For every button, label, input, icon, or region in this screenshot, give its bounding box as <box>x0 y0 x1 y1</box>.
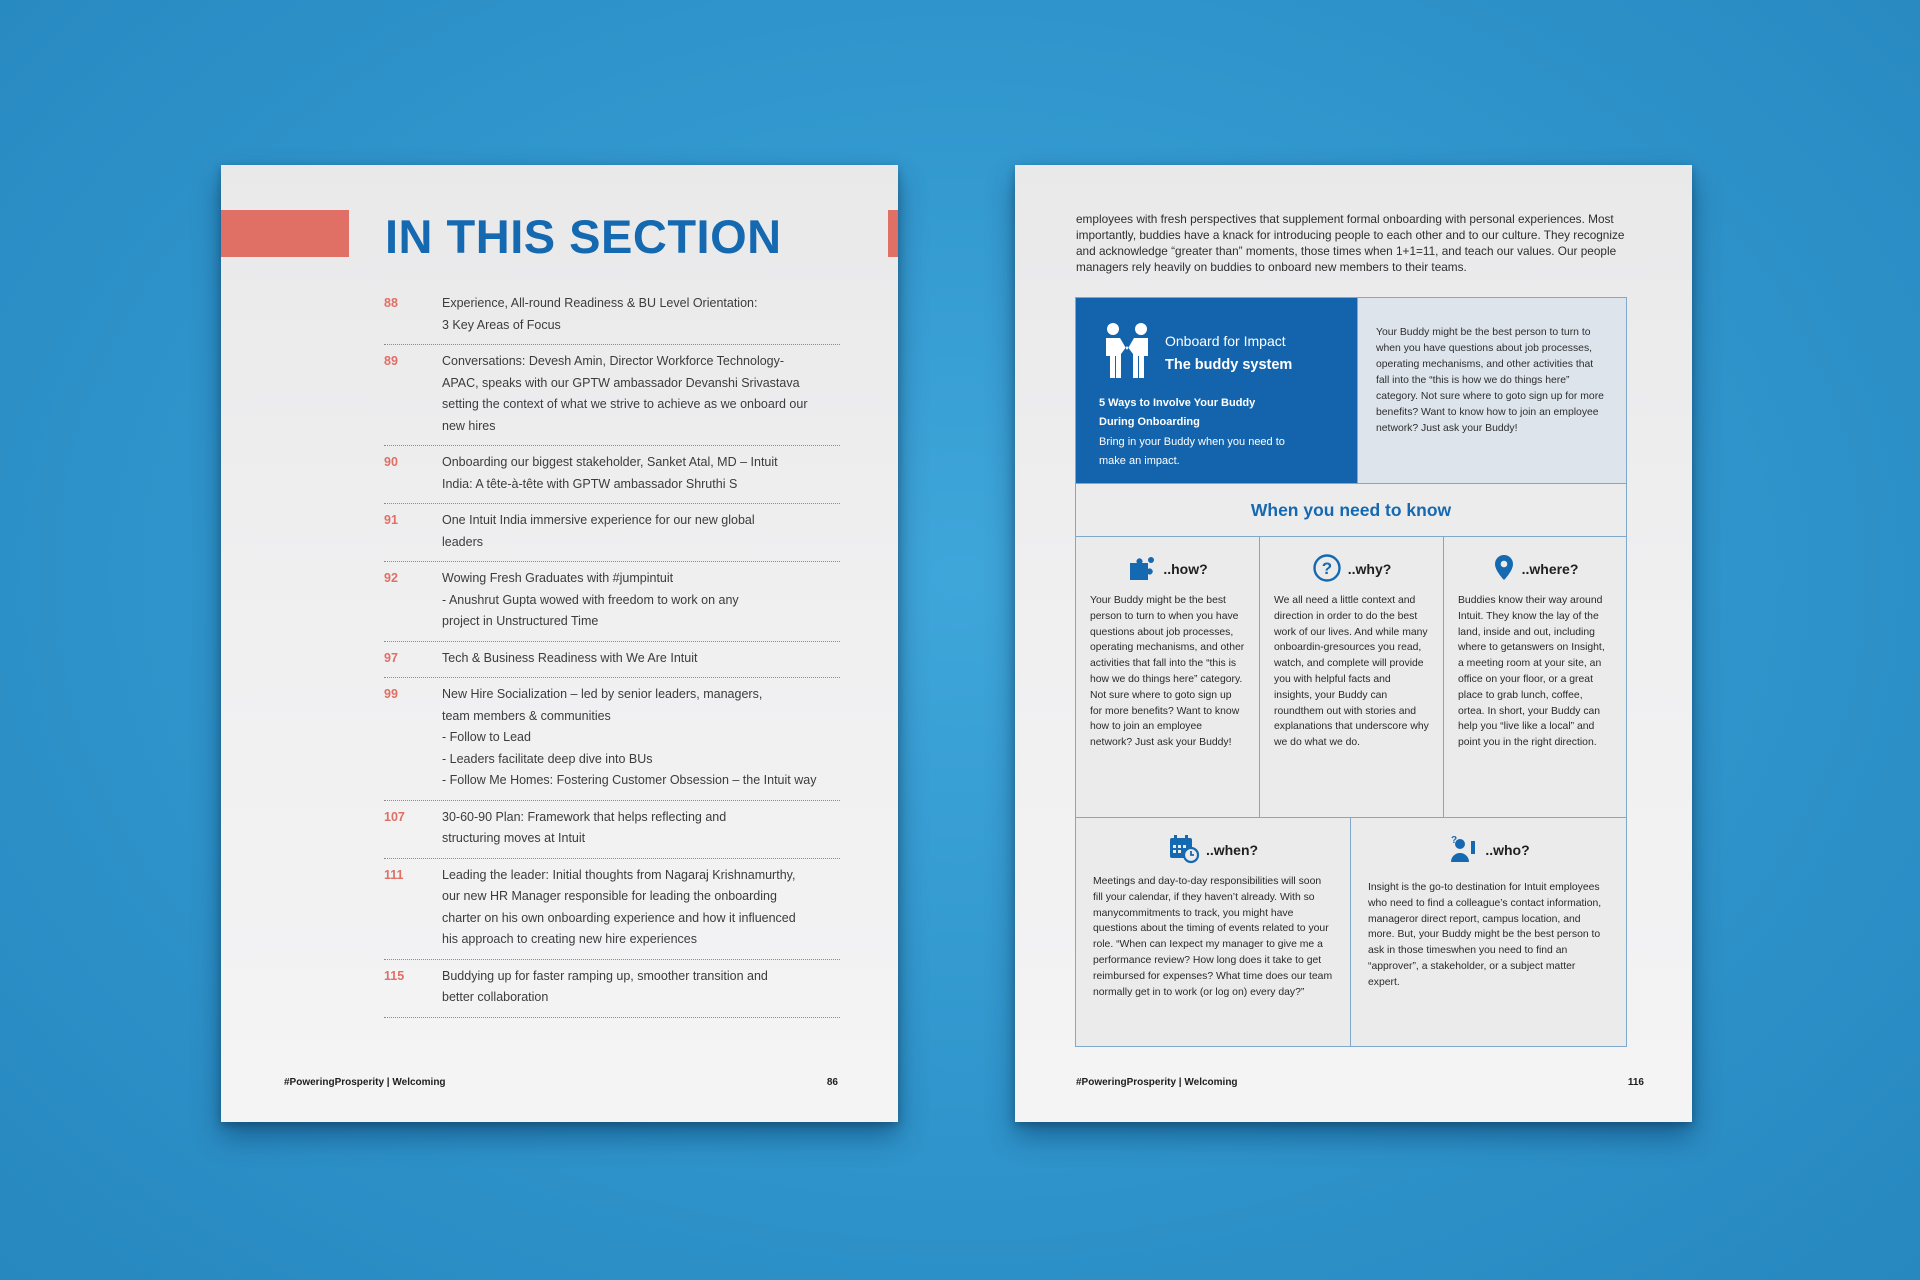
section-title: IN THIS SECTION <box>385 210 782 263</box>
buddy-system-box <box>1075 297 1627 1047</box>
toc-entry-text <box>442 568 840 633</box>
accent-bar-edge <box>888 210 898 257</box>
toc-line: - Anushrut Gupta wowed with freedom to work on any <box>442 592 739 607</box>
toc-line: Conversations: Devesh Amin, Director Workforce Technology- <box>442 354 785 368</box>
toc-entry <box>384 345 840 446</box>
footer-tag: #PoweringProsperity | Welcoming <box>1076 1077 1238 1088</box>
toc-line: new hires <box>442 418 496 433</box>
toc-page-number: 92 <box>384 571 398 585</box>
buddy-kicker: Onboard for Impact <box>1165 333 1286 349</box>
why-heading: ..why? <box>1347 561 1392 577</box>
toc-entry-text <box>442 684 840 792</box>
toc-page-number: 115 <box>384 968 405 983</box>
toc-line: APAC, speaks with our GPTW ambassador Devanshi Srivastava <box>442 375 800 390</box>
how-heading: ..how? <box>1163 561 1208 577</box>
toc-page-number: 89 <box>384 354 398 368</box>
intro-paragraph: employees with fresh perspectives that supplement formal onboarding with personal experiences. Most importantly, buddies have a knack for introducing people to each other and to our culture. They recognize and acknowledge “greater than” moments, those times when 1+1=11, and teach our values. Our people managers rely heavily on buddies to onboard new members to their teams. <box>1076 212 1625 274</box>
toc-page-number: 111 <box>384 867 404 882</box>
puzzle-icon <box>1127 554 1157 585</box>
toc-page-number: 99 <box>384 687 398 701</box>
toc-line: - Follow Me Homes: Fostering Customer Obsession – the Intuit way <box>442 773 817 787</box>
how-text: Your Buddy might be the best person to turn to when you have questions about job processes, operating mechanisms, and other activities that fall into the “this is how we do things here” category. Not sure where to goto sign up for more benefits? Want to know how to join an employee network? Just ask your Buddy! <box>1090 595 1245 749</box>
toc-line: India: A tête-à-tête with GPTW ambassador Shruthi S <box>442 476 738 491</box>
svg-text:?: ? <box>1451 834 1458 846</box>
where-text: Buddies know their way around Intuit. They know the lay of the land, inside and out, including where to getanswers on Insight, a meeting room at your site, an office on your floor, or a great place to grab lunch, coffee, ortea. In short, your Buddy can help you “live like a local” and point you in the right direction. <box>1458 595 1605 749</box>
where-heading: ..where? <box>1521 561 1579 577</box>
left-page <box>221 165 898 1122</box>
calendar-clock-icon <box>1168 834 1200 867</box>
toc-line: better collaboration <box>442 990 549 1004</box>
toc-entry <box>384 562 840 642</box>
buddy-side-panel <box>1357 298 1626 483</box>
when-text: Meetings and day-to-day responsibilities will soon fill your calendar, if they haven’t already. With so manycommitments to track, you might have questions about the timing of events related to your role. “When can Iexpect my manager to give me a performance review? How long does it take to get reimbursed for expenses? What time does our team normally get in to work (or log on) every day?” <box>1093 876 1333 998</box>
toc-page-number: 97 <box>384 650 398 665</box>
buddy-subtitle <box>1099 394 1299 432</box>
how-cell <box>1076 537 1259 817</box>
buddy-title: The buddy system <box>1165 357 1293 373</box>
toc-line: 30-60-90 Plan: Framework that helps reflecting and <box>442 809 727 824</box>
toc-line: - Follow to Lead <box>442 730 531 744</box>
accent-bar <box>221 210 349 257</box>
when-cell <box>1076 818 1350 1046</box>
right-page <box>1015 165 1692 1122</box>
toc-entry-text <box>442 966 840 1009</box>
toc-entry <box>384 287 840 345</box>
page-number: 116 <box>1627 1077 1644 1088</box>
toc-line: Tech & Business Readiness with We Are Intuit <box>442 650 698 665</box>
toc-line: charter on his own onboarding experience and how it influenced <box>442 910 796 925</box>
toc-entry-text <box>442 293 840 336</box>
when-you-need-to-know-header: When you need to know <box>1075 483 1627 536</box>
toc-line: our new HR Manager responsible for leading the onboarding <box>442 889 777 903</box>
question-icon <box>1312 553 1342 586</box>
handshake-people-icon <box>1098 322 1156 383</box>
table-of-contents <box>384 287 840 1018</box>
toc-entry <box>384 446 840 504</box>
toc-page-number: 90 <box>384 455 398 469</box>
toc-line: - Leaders facilitate deep dive into BUs <box>442 751 653 766</box>
buddy-side-text: Your Buddy might be the best person to turn to when you have questions about job processes, operating mechanisms, and other activities that fall into the “this is how we do things here” category. Not sure where to goto sign up for more benefits? Want to know how to join an employee network? Just ask your Buddy! <box>1376 327 1604 434</box>
toc-entry-text <box>442 510 840 553</box>
who-text: Insight is the go-to destination for Intuit employees who need to find a colleague’s contact information, manageror direct report, campus location, and more. But, your Buddy might be the best person to ask in those timeswhen you need to find an “approver”, a stakeholder, or a subject matter expert. <box>1368 882 1602 988</box>
toc-entry <box>384 960 840 1018</box>
toc-line: Buddying up for faster ramping up, smoother transition and <box>442 968 768 983</box>
toc-line: team members & communities <box>442 708 611 723</box>
toc-entry-text <box>442 648 840 670</box>
toc-entry <box>384 859 840 960</box>
toc-line: Experience, All-round Readiness & BU Level Orientation: <box>442 296 758 310</box>
toc-entry-text <box>442 807 840 850</box>
toc-line: his approach to creating new hire experiences <box>442 932 698 946</box>
toc-line: setting the context of what we strive to achieve as we onboard our <box>442 397 808 411</box>
who-cell <box>1350 818 1626 1046</box>
buddy-description: Bring in your Buddy when you need to make an impact. <box>1099 436 1285 467</box>
why-text: We all need a little context and direction in order to do the best work of our lives. And while many onboardin-gresources you read, watch, and complete will provide you with helpful facts and insights, your Buddy can roundthem out with stories and explanations that underscore why we do what we do. <box>1274 595 1429 749</box>
footer-tag: #PoweringProsperity | Welcoming <box>284 1077 446 1088</box>
toc-line: One Intuit India immersive experience for our new global <box>442 513 755 527</box>
toc-entry-text <box>442 351 840 437</box>
who-heading: ..who? <box>1485 842 1530 858</box>
toc-entry <box>384 504 840 562</box>
toc-entry <box>384 801 840 859</box>
person-question-icon <box>1447 834 1479 867</box>
toc-line: project in Unstructured Time <box>442 614 599 628</box>
where-cell <box>1443 537 1626 817</box>
buddy-highlight-panel <box>1076 298 1357 483</box>
toc-line: 3 Key Areas of Focus <box>442 317 561 332</box>
toc-line: structuring moves at Intuit <box>442 831 586 845</box>
toc-page-number: 107 <box>384 809 405 824</box>
toc-entry <box>384 642 840 679</box>
toc-entry-text <box>442 865 840 951</box>
toc-entry-text <box>442 452 840 495</box>
toc-line: Wowing Fresh Graduates with #jumpintuit <box>442 571 674 585</box>
buddy-subtitle-line: 5 Ways to Involve Your Buddy <box>1099 397 1256 409</box>
why-cell <box>1259 537 1443 817</box>
toc-page-number: 88 <box>384 296 398 310</box>
toc-line: New Hire Socialization – led by senior leaders, managers, <box>442 687 763 701</box>
toc-line: Leading the leader: Initial thoughts from Nagaraj Krishnamurthy, <box>442 867 796 882</box>
when-heading: ..when? <box>1205 842 1259 858</box>
buddy-subtitle-line: During Onboarding <box>1099 416 1200 428</box>
toc-line: Onboarding our biggest stakeholder, Sanket Atal, MD – Intuit <box>442 455 778 469</box>
page-number: 86 <box>826 1077 838 1088</box>
toc-line: leaders <box>442 534 483 549</box>
svg-text:?: ? <box>1321 558 1332 578</box>
location-pin-icon <box>1492 554 1516 585</box>
toc-page-number: 91 <box>384 513 398 527</box>
toc-entry <box>384 678 840 801</box>
